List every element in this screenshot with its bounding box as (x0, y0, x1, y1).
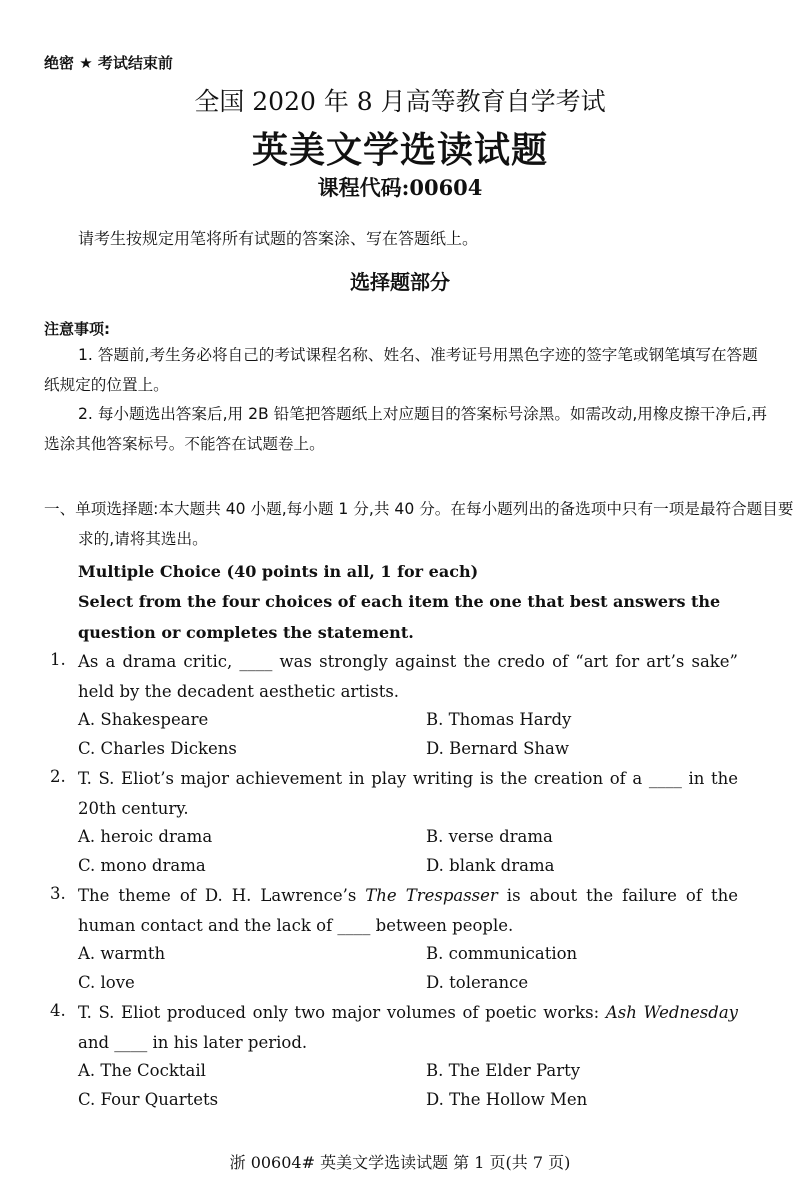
note-item: 1. 答题前,考生务必将自己的考试课程名称、姓名、准考证号用黑色字迹的签字笔或钢笔填写在答题纸规定的位置上。 (44, 346, 758, 394)
option-a: A. Shakespeare (78, 710, 209, 729)
section-title: 选择题部分 (350, 270, 450, 294)
question-number: 1. (50, 650, 66, 669)
option-b: B. communication (426, 944, 578, 963)
paper-title: 英美文学选读试题 (251, 129, 548, 171)
confidential-mark: 绝密 ★ 考试结束前 (44, 54, 173, 72)
question-number: 2. (50, 767, 66, 786)
option-a: A. The Cocktail (78, 1061, 206, 1080)
question-text (78, 998, 738, 1058)
question-text (78, 881, 738, 941)
option-d: D. Bernard Shaw (426, 739, 569, 758)
work-title: Ash Wednesday (605, 1003, 738, 1022)
question-text-part: The theme of D. H. Lawrence’s (78, 886, 366, 905)
option-a: A. heroic drama (78, 827, 213, 846)
note-item: 2. 每小题选出答案后,用 2B 铅笔把答题纸上对应题目的答案标号涂黑。如需改动,用橡皮擦干净后,再选涂其他答案标号。不能答在试题卷上。 (44, 405, 767, 453)
question-number: 4. (50, 1001, 66, 1020)
question-text-part: T. S. Eliot produced only two major volumes of poetic works: (78, 1003, 606, 1022)
option-b: B. Thomas Hardy (426, 710, 572, 729)
exam-session-line: 全国 2020 年 8 月高等教育自学考试 (194, 87, 606, 116)
part-one-heading: 一、单项选择题:本大题共 40 小题,每小题 1 分,共 40 分。在每小题列出的备选项中只有一项是最符合题目要求的,请将其选出。 (44, 500, 794, 548)
answer-instruction: 请考生按规定用笔将所有试题的答案涂、写在答题纸上。 (78, 229, 479, 248)
question-number: 3. (50, 884, 66, 903)
question-text-part: and ____ in his later period. (78, 1033, 308, 1052)
option-d: D. The Hollow Men (426, 1090, 588, 1109)
option-a: A. warmth (78, 944, 166, 963)
option-b: B. The Elder Party (426, 1061, 581, 1080)
work-title: The Trespasser (365, 886, 498, 905)
option-c: C. love (78, 973, 135, 992)
option-c: C. Four Quartets (78, 1090, 219, 1109)
option-d: D. tolerance (426, 973, 529, 992)
option-b: B. verse drama (426, 827, 553, 846)
option-d: D. blank drama (426, 856, 555, 875)
option-c: C. Charles Dickens (78, 739, 237, 758)
english-heading: Multiple Choice (40 points in all, 1 for each) (78, 562, 479, 581)
notes-heading: 注意事项: (44, 320, 110, 338)
english-instruction: Select from the four choices of each item the one that best answers the question or completes the statement. (78, 592, 721, 642)
question-text: T. S. Eliot’s major achievement in play writing is the creation of a ____ in the 20th century. (78, 769, 738, 818)
question-text-part: is about the failure of the human contact and the lack of ____ between people. (78, 886, 738, 935)
course-code: 课程代码:00604 (317, 175, 483, 200)
page-footer: 浙 00604# 英美文学选读试题 第 1 页(共 7 页) (229, 1153, 571, 1172)
option-c: C. mono drama (78, 856, 206, 875)
question-text: As a drama critic, ____ was strongly against the credo of “art for art’s sake” held by the decadent aesthetic artists. (78, 652, 738, 701)
